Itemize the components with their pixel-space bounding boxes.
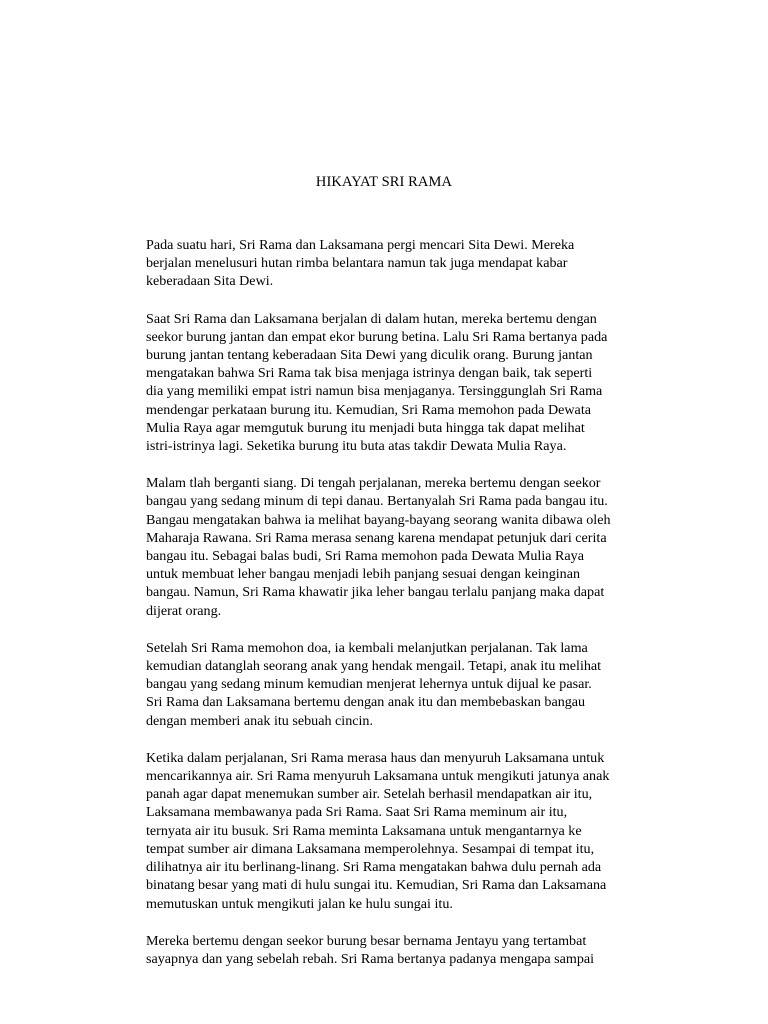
text-line: bangau itu. Sebagai balas budi, Sri Rama memohon pada Dewata Mulia Raya — [146, 548, 584, 565]
text-line: istri-istrinya lagi. Seketika burung itu buta atas takdir Dewata Mulia Raya. — [146, 438, 567, 455]
text-line: bangau. Namun, Sri Rama khawatir jika leher bangau terlalu panjang maka dapat — [146, 584, 605, 601]
paragraph — [146, 639, 646, 730]
paragraph — [146, 474, 646, 620]
paragraph — [146, 749, 646, 913]
paragraph — [146, 310, 646, 456]
text-line: burung jantan tentang keberadaan Sita Dewi yang diculik orang. Burung jantan — [146, 347, 593, 364]
text-line: dijerat orang. — [146, 602, 222, 619]
document-body — [146, 236, 646, 987]
text-line: dengan memberi anak itu sebuah cincin. — [146, 712, 373, 729]
text-line: Mulia Raya agar memgutuk burung itu menjadi buta hingga tak dapat melihat — [146, 419, 585, 436]
text-line: memutuskan untuk mengikuti jalan ke hulu sungai itu. — [146, 895, 453, 912]
text-line: Setelah Sri Rama memohon doa, ia kembali melanjutkan perjalanan. Tak lama — [146, 639, 588, 656]
text-line: keberadaan Sita Dewi. — [146, 273, 274, 290]
text-line: bangau yang sedang minum di tepi danau. Bertanyalah Sri Rama pada bangau itu. — [146, 493, 608, 510]
text-line: Bangau mengatakan bahwa ia melihat bayang-bayang seorang wanita dibawa oleh — [146, 511, 611, 528]
text-line: panah agar dapat menemukan sumber air. Setelah berhasil mendapatkan air itu, — [146, 786, 593, 803]
text-line: Ketika dalam perjalanan, Sri Rama merasa haus dan menyuruh Laksamana untuk — [146, 749, 605, 766]
text-line: Maharaja Rawana. Sri Rama merasa senang karena mendapat petunjuk dari cerita — [146, 529, 607, 546]
text-line: ternyata air itu busuk. Sri Rama meminta Laksamana untuk mengantarnya ke — [146, 822, 582, 839]
text-line: Mereka bertemu dengan seekor burung besar bernama Jentayu yang tertambat — [146, 932, 587, 949]
paragraph — [146, 236, 646, 291]
text-line: Sri Rama dan Laksamana bertemu dengan anak itu dan membebaskan bangau — [146, 694, 586, 711]
text-line: seekor burung jantan dan empat ekor burung betina. Lalu Sri Rama bertanya pada — [146, 328, 608, 345]
text-line: dia yang memiliki empat istri namun bisa menjaganya. Tersinggunglah Sri Rama — [146, 383, 603, 400]
text-line: Malam tlah berganti siang. Di tengah perjalanan, mereka bertemu dengan seekor — [146, 475, 601, 492]
text-line: berjalan menelusuri hutan rimba belantara namun tak juga mendapat kabar — [146, 255, 568, 272]
text-line: mengatakan bahwa Sri Rama tak bisa menjaga istrinya dengan baik, tak seperti — [146, 365, 593, 382]
paragraph — [146, 932, 646, 968]
document-title: HIKAYAT SRI RAMA — [315, 174, 453, 190]
text-line: untuk membuat leher bangau menjadi lebih panjang sesuai dengan keinginan — [146, 566, 581, 583]
text-line: kemudian datanglah seorang anak yang hendak mengail. Tetapi, anak itu melihat — [146, 658, 602, 675]
text-line: binatang besar yang mati di hulu sungai itu. Kemudian, Sri Rama dan Laksamana — [146, 877, 607, 894]
text-line: Saat Sri Rama dan Laksamana berjalan di dalam hutan, mereka bertemu dengan — [146, 310, 597, 327]
text-line: dilihatnya air itu berlinang-linang. Sri Rama mengatakan bahwa dulu pernah ada — [146, 859, 602, 876]
text-line: bangau yang sedang minum kemudian menjerat lehernya untuk dijual ke pasar. — [146, 676, 592, 693]
text-line: Pada suatu hari, Sri Rama dan Laksamana pergi mencari Sita Dewi. Mereka — [146, 237, 575, 253]
text-line: tempat sumber air dimana Laksamana memperolehnya. Sesampai di tempat itu, — [146, 840, 595, 857]
text-line: sayapnya dan yang sebelah rebah. Sri Rama bertanya padanya mengapa sampai — [146, 950, 595, 967]
text-line: mendengar perkataan burung itu. Kemudian, Sri Rama memohon pada Dewata — [146, 401, 591, 418]
text-line: Laksamana membawanya pada Sri Rama. Saat Sri Rama meminum air itu, — [146, 804, 568, 821]
text-line: mencarikannya air. Sri Rama menyuruh Laksamana untuk mengikuti jatunya anak — [146, 768, 610, 785]
